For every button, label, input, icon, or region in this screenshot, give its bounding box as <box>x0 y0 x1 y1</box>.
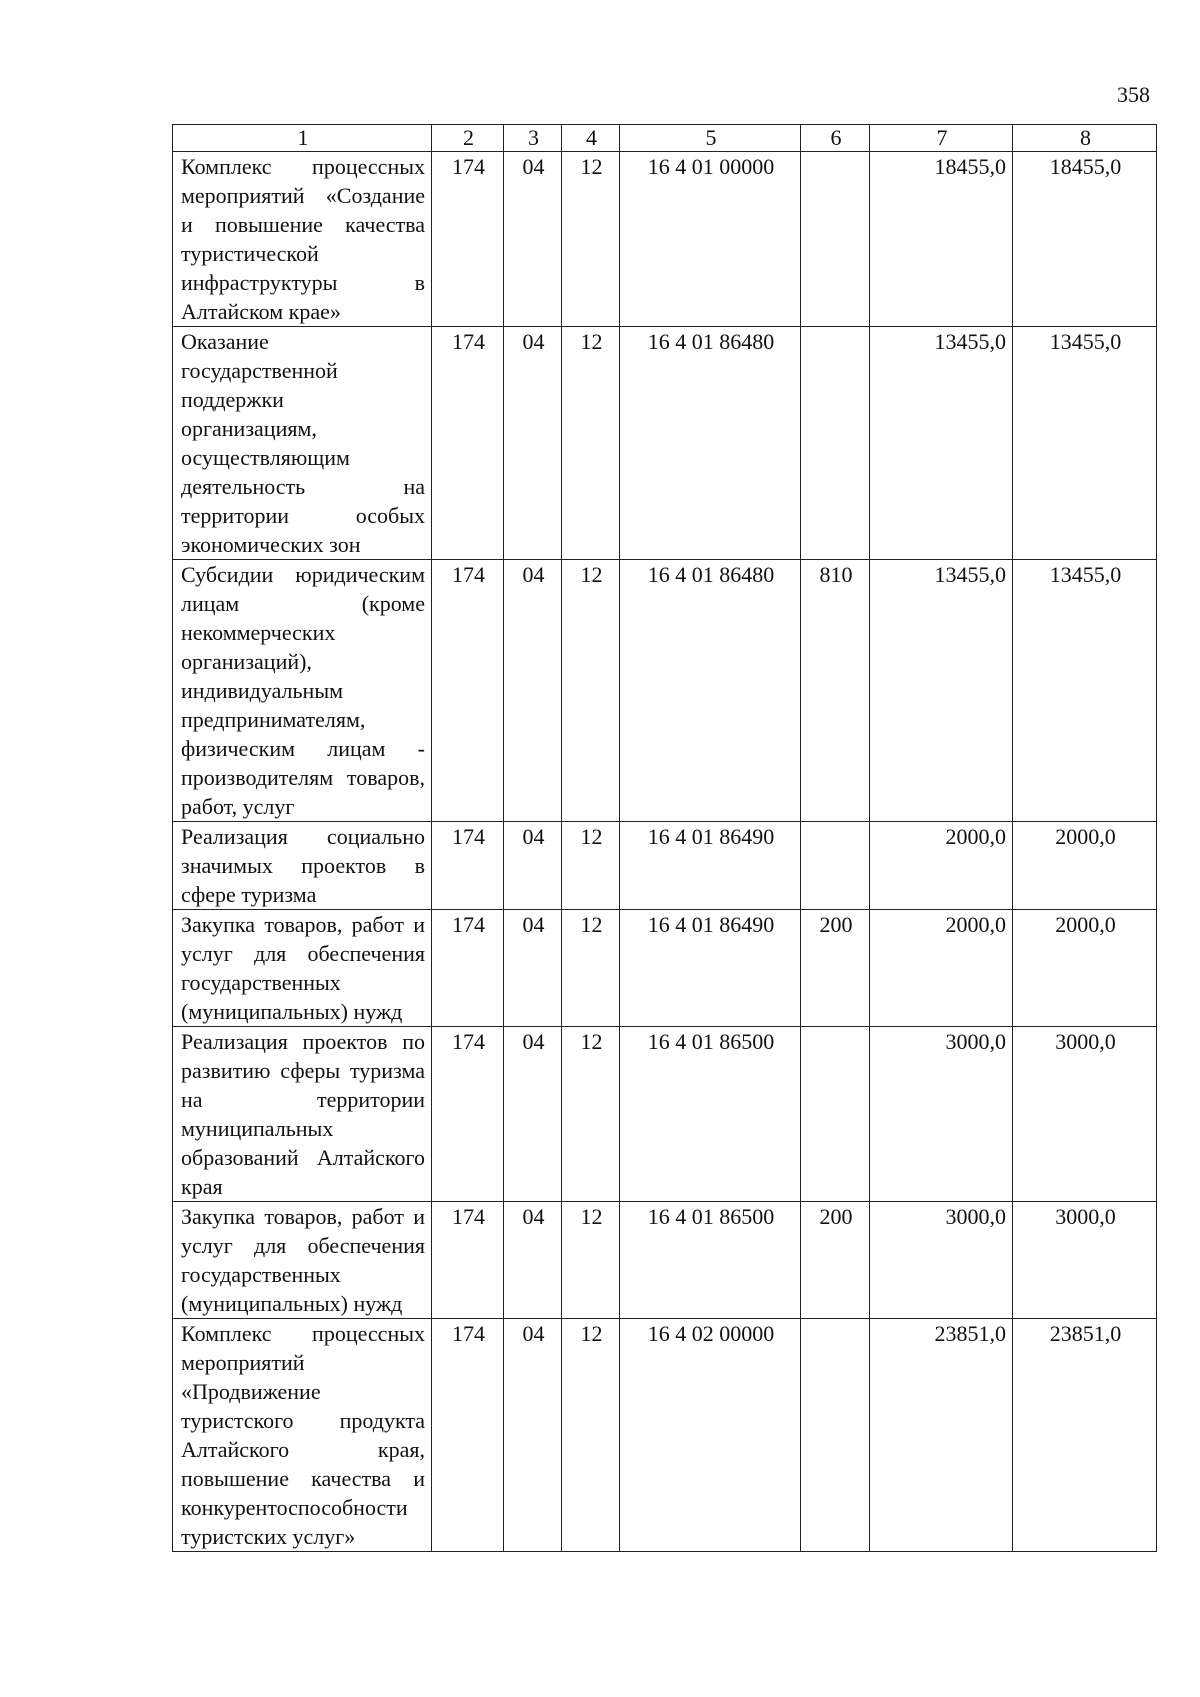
subsection-code-cell: 12 <box>562 910 620 1027</box>
table-row <box>173 822 1157 910</box>
subsection-code-cell: 12 <box>562 1027 620 1202</box>
amount-cell-7: 3000,0 <box>870 1202 1013 1319</box>
amount-cell-7: 13455,0 <box>870 327 1013 560</box>
row-name-cell: Оказание государственной поддержки организациям, осуществляющим деятельность на территории особых экономических зон <box>173 327 432 560</box>
target-article-cell: 16 4 01 86490 <box>620 822 801 910</box>
amount-cell-7: 3000,0 <box>870 1027 1013 1202</box>
amount-cell-8: 13455,0 <box>1013 327 1157 560</box>
expense-type-cell <box>801 152 870 327</box>
ministry-code-cell: 174 <box>432 1319 504 1552</box>
table-row <box>173 910 1157 1027</box>
ministry-code-cell: 174 <box>432 1027 504 1202</box>
expense-type-cell: 810 <box>801 560 870 822</box>
subsection-code-cell: 12 <box>562 327 620 560</box>
page-number: 358 <box>1117 82 1150 107</box>
expense-type-cell <box>801 1027 870 1202</box>
column-header-2: 2 <box>432 125 504 152</box>
amount-cell-8: 13455,0 <box>1013 560 1157 822</box>
section-code-cell: 04 <box>504 327 562 560</box>
row-name-cell: Комплекс процессных мероприятий «Создание и повышение качества туристической инфраструктуры в Алтайском крае» <box>173 152 432 327</box>
target-article-cell: 16 4 01 86500 <box>620 1027 801 1202</box>
column-header-8: 8 <box>1013 125 1157 152</box>
table-row <box>173 152 1157 327</box>
ministry-code-cell: 174 <box>432 327 504 560</box>
amount-cell-7: 18455,0 <box>870 152 1013 327</box>
amount-cell-7: 13455,0 <box>870 560 1013 822</box>
amount-cell-8: 3000,0 <box>1013 1027 1157 1202</box>
target-article-cell: 16 4 01 86480 <box>620 560 801 822</box>
section-code-cell: 04 <box>504 1202 562 1319</box>
amount-cell-7: 2000,0 <box>870 910 1013 1027</box>
amount-cell-7: 2000,0 <box>870 822 1013 910</box>
target-article-cell: 16 4 01 00000 <box>620 152 801 327</box>
target-article-cell: 16 4 01 86490 <box>620 910 801 1027</box>
subsection-code-cell: 12 <box>562 152 620 327</box>
row-name-cell: Закупка товаров, работ и услуг для обеспечения государственных (муниципальных) нужд <box>173 910 432 1027</box>
table-row <box>173 1319 1157 1552</box>
table-row <box>173 1027 1157 1202</box>
subsection-code-cell: 12 <box>562 822 620 910</box>
row-name-cell: Субсидии юридическим лицам (кроме некоммерческих организаций), индивидуальным предпринимателям, физическим лицам - производителям товаров, работ, услуг <box>173 560 432 822</box>
budget-table <box>172 124 1157 1552</box>
section-code-cell: 04 <box>504 1027 562 1202</box>
table-row <box>173 560 1157 822</box>
row-name-cell: Реализация проектов по развитию сферы туризма на территории муниципальных образований Алтайского края <box>173 1027 432 1202</box>
expense-type-cell <box>801 327 870 560</box>
ministry-code-cell: 174 <box>432 822 504 910</box>
target-article-cell: 16 4 02 00000 <box>620 1319 801 1552</box>
ministry-code-cell: 174 <box>432 1202 504 1319</box>
amount-cell-8: 2000,0 <box>1013 822 1157 910</box>
target-article-cell: 16 4 01 86500 <box>620 1202 801 1319</box>
section-code-cell: 04 <box>504 560 562 822</box>
expense-type-cell <box>801 1319 870 1552</box>
table-header-row <box>173 125 1157 152</box>
row-name-cell: Реализация социально значимых проектов в сфере туризма <box>173 822 432 910</box>
section-code-cell: 04 <box>504 822 562 910</box>
table-row <box>173 327 1157 560</box>
ministry-code-cell: 174 <box>432 560 504 822</box>
section-code-cell: 04 <box>504 910 562 1027</box>
amount-cell-7: 23851,0 <box>870 1319 1013 1552</box>
section-code-cell: 04 <box>504 152 562 327</box>
expense-type-cell: 200 <box>801 1202 870 1319</box>
column-header-5: 5 <box>620 125 801 152</box>
row-name-cell: Закупка товаров, работ и услуг для обеспечения государственных (муниципальных) нужд <box>173 1202 432 1319</box>
column-header-7: 7 <box>870 125 1013 152</box>
table-row <box>173 1202 1157 1319</box>
subsection-code-cell: 12 <box>562 1202 620 1319</box>
subsection-code-cell: 12 <box>562 560 620 822</box>
column-header-4: 4 <box>562 125 620 152</box>
amount-cell-8: 18455,0 <box>1013 152 1157 327</box>
row-name-cell: Комплекс процессных мероприятий «Продвижение туристского продукта Алтайского края, повышение качества и конкурентоспособности туристских услуг» <box>173 1319 432 1552</box>
amount-cell-8: 23851,0 <box>1013 1319 1157 1552</box>
expense-type-cell <box>801 822 870 910</box>
ministry-code-cell: 174 <box>432 152 504 327</box>
amount-cell-8: 3000,0 <box>1013 1202 1157 1319</box>
target-article-cell: 16 4 01 86480 <box>620 327 801 560</box>
column-header-1: 1 <box>173 125 432 152</box>
column-header-3: 3 <box>504 125 562 152</box>
ministry-code-cell: 174 <box>432 910 504 1027</box>
expense-type-cell: 200 <box>801 910 870 1027</box>
amount-cell-8: 2000,0 <box>1013 910 1157 1027</box>
section-code-cell: 04 <box>504 1319 562 1552</box>
column-header-6: 6 <box>801 125 870 152</box>
subsection-code-cell: 12 <box>562 1319 620 1552</box>
